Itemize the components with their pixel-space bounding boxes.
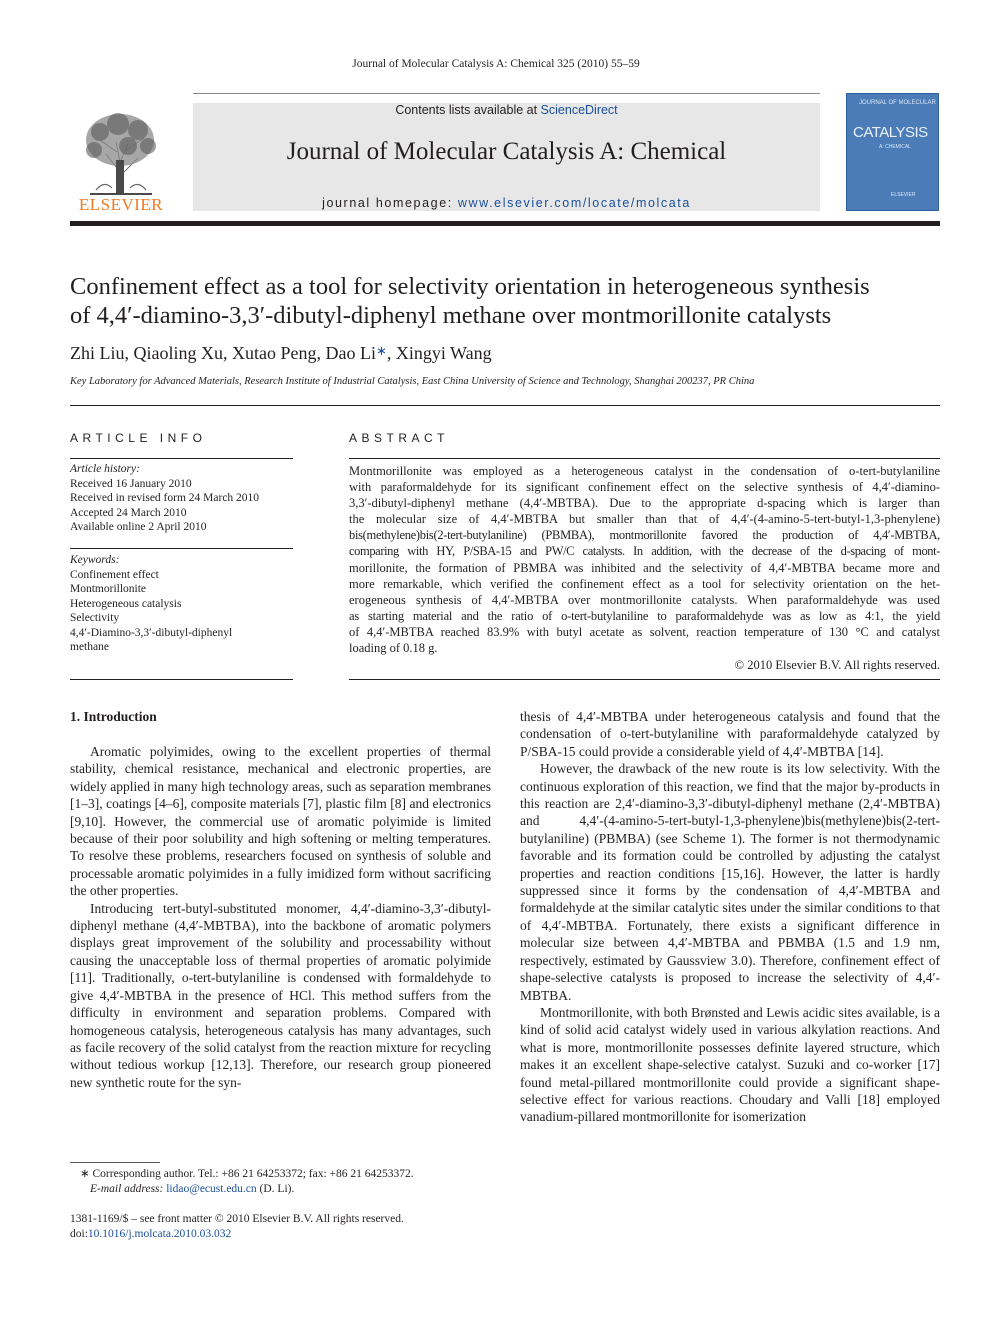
doi-link[interactable]: 10.1016/j.molcata.2010.03.032 <box>87 1227 232 1240</box>
authors-before: Zhi Liu, Qiaoling Xu, Xutao Peng, Dao Li <box>70 343 376 363</box>
affiliation: Key Laboratory for Advanced Materials, Research Institute of Industrial Catalysis, East China University of Science and Technology, Shanghai 200237, PR China <box>70 376 755 387</box>
history-item: Available online 2 April 2010 <box>70 521 207 533</box>
abstract-line: Montmorillonite was employed as a heterogeneous catalyst in the condensation of o-tert-butylaniline <box>349 464 940 478</box>
section-heading-introduction: 1. Introduction <box>70 709 157 724</box>
email-label: E-mail address: <box>90 1182 167 1195</box>
abstract-line: bis(methylene)bis(2-tert-butylaniline) (PBMBA), montmorillonite favored the production of 4,4′-MBTBA, <box>349 528 940 543</box>
keywords-label: Keywords: <box>70 554 120 566</box>
cover-title: CATALYSIS <box>853 124 928 141</box>
contents-prefix: Contents lists available at <box>395 103 541 117</box>
author-list <box>70 343 940 364</box>
paragraph: However, the drawback of the new route is its low selectivity. With the continuous exploration of this reaction, we find that the major by-products in this reaction are 2,4′-diamino-3,3′-dibutyl-diphenyl methane (2,4′-MBTBA) and 4,4′-(4-amino-5-tert-butyl-1,3-phenylene)bis(methylene)bis(2-tert-butylaniline) (PBMBA) (see Scheme 1). The former is not thermodynamic favorable and its formation could be controlled by adjusting the catalyst properties and reaction conditions [15,16]. However, the latter is hardly suppressed since it forms by the condensation of 4,4′-MBTBA and formaldehyde at the similar catalytic sites under the similar conditions to that of 4,4′-MBTBA. Fortunately, there exists a significant difference in molecular size between 4,4′-MBTBA and PBMBA (1.5 and 1.9 nm, respectively, estimated by Gaussview 3.0). Therefore, confinement effect of shape-selective catalysts is proposed to increase the selectivity of 4,4′-MBTBA. <box>520 761 940 1003</box>
paragraph: Introducing tert-butyl-substituted monomer, 4,4′-diamino-3,3′-dibutyl-diphenyl methane (4,4′-MBTBA), into the backbone of aromatic polymers displays great improvement of the solubility and processability without causing the unacceptable loss of thermal properties of aromatic polyimide [11]. Traditionally, o-tert-butylaniline is condensed with formaldehyde to give 4,4′-MBTBA in the presence of HCl. This method suffers from the difficulty in environment and separation problems. Compared with homogeneous catalysis, heterogeneous catalysis has many advantages, such as facile recovery of the solid catalyst from the reaction mixture for recycling without tedious workup [12,13]. Therefore, our research group pioneered new synthetic route for the syn- <box>70 900 491 1090</box>
history-item: Received 16 January 2010 <box>70 477 192 490</box>
abstract-line: more remarkable, which verified the confinement effect as a tool for selectivity orientation on the het- <box>349 576 940 591</box>
keyword-item: 4,4′-Diamino-3,3′-dibutyl-diphenyl <box>70 626 233 639</box>
keywords <box>70 553 295 655</box>
authors-after: , Xingyi Wang <box>386 343 492 363</box>
keywords-rule <box>70 548 293 549</box>
email-link[interactable]: lidao@ecust.edu.cn <box>166 1182 257 1195</box>
keyword-item: Confinement effect <box>70 568 159 581</box>
doi-label: doi: <box>70 1227 88 1240</box>
article-history <box>70 462 295 535</box>
article-info-bottom-rule <box>70 679 293 680</box>
copyright: © 2010 Elsevier B.V. All rights reserved. <box>734 658 940 673</box>
abstract-line: morillonite, the formation of PBMBA was inhibited and the selectivity of 4,4′-MBTBA became more and <box>349 560 940 575</box>
keyword-item: Montmorillonite <box>70 583 147 595</box>
abstract-line: the molecular size of 4,4′-MBTBA but smaller than that of 4,4′-(4-amino-5-tert-butyl-1,3-phenylene) <box>349 512 940 527</box>
article-info-rule <box>70 458 293 459</box>
abstract-line: of 4,4′-MBTBA reached 83.9% with butyl acetate as solvent, reaction temperature of 130 °C and catalyst <box>349 624 940 639</box>
keyword-item: Selectivity <box>70 612 120 624</box>
article-info-heading: ARTICLE INFO <box>70 431 207 445</box>
paragraph: Aromatic polyimides, owing to the excellent properties of thermal stability, chemical resistance, mechanical and electronic properties, are widely applied in many high technology areas, such as separation membranes [1–3], coatings [4–6], composite materials [7], plastic film [8] and electronics [9,10]. However, the commercial use of aromatic polyimide is limited because of their poor solubility and high softening or melting temperatures. To resolve these problems, researchers focused on synthesis of soluble and processable aromatic polyimides in a fully imidized form without sacrificing the other properties. <box>70 744 491 899</box>
cover-footer: ELSEVIER <box>891 192 916 198</box>
title-line-2: of 4,4′-diamino-3,3′-dibutyl-diphenyl methane over montmorillonite catalysts <box>70 302 832 329</box>
keyword-item: Heterogeneous catalysis <box>70 597 182 610</box>
abstract-heading: ABSTRACT <box>349 431 450 445</box>
publisher-wordmark: ELSEVIER <box>78 195 164 214</box>
abstract-line: comparing with HY, P/SBA-15 and PW/C catalysts. In addition, with the decrease of the d-spacing of mont- <box>349 544 940 559</box>
cover-subtitle: A: CHEMICAL <box>879 144 911 150</box>
front-matter-text: 1381-1169/$ – see front matter © 2010 Elsevier B.V. All rights reserved. <box>70 1213 404 1225</box>
title-line-1: Confinement effect as a tool for selectivity orientation in heterogeneous synthesis <box>70 273 870 300</box>
paragraph: Montmorillonite, with both Brønsted and Lewis acidic sites available, is a kind of solid acid catalyst widely used in various alkylation reactions. And what is more, montmorillonite possesses definite layered structure, which makes it an excellent shape-selective catalyst. Suzuki and co-worker [17] found metal-pillared montmorillonite could provide a significant shape-selective effect for various reactions. Choudary and Valli [18] employed vanadium-pillared montmorillonite for isomerization <box>520 1004 940 1125</box>
abstract-bottom-rule <box>349 679 940 680</box>
corresponding-author-footnote <box>80 1167 500 1196</box>
corresponding-author-info: ∗ Corresponding author. Tel.: +86 21 64253372; fax: +86 21 64253372. <box>80 1168 414 1180</box>
banner-top-rule <box>193 93 820 94</box>
history-item: Accepted 24 March 2010 <box>70 506 187 519</box>
abstract-line: 3,3′-dibutyl-diphenyl methane (4,4′-MBTBA). Due to the appropriate d-spacing which is larger than <box>349 496 940 511</box>
abstract-line: with paraformaldehyde for its significant confinement effect on the selective synthesis of 4,4′-diamino- <box>349 480 940 495</box>
keyword-item: methane <box>70 641 109 653</box>
journal-cover-image <box>846 93 939 211</box>
contents-line <box>193 103 820 117</box>
left-column <box>70 743 491 1091</box>
doi-line <box>70 1227 500 1242</box>
front-matter <box>70 1212 500 1241</box>
history-item: Received in revised form 24 March 2010 <box>70 492 260 504</box>
abstract-line: loading of 0.18 g. <box>349 641 438 656</box>
journal-homepage <box>193 196 820 210</box>
abstract-body <box>349 463 940 673</box>
footnote-rule <box>70 1162 160 1163</box>
journal-name: Journal of Molecular Catalysis A: Chemical <box>286 138 727 165</box>
abstract-rule <box>349 458 940 459</box>
abstract-line: as starting material and the ratio of o-tert-butylaniline to paraformaldehyde was as low as 4:1, the yield <box>349 608 940 623</box>
email-suffix: (D. Li). <box>256 1182 295 1195</box>
right-column <box>520 708 940 1126</box>
affiliation-rule <box>70 405 940 406</box>
history-label: Article history: <box>70 463 140 475</box>
corresponding-author-mark[interactable]: ∗ <box>375 343 387 358</box>
abstract-line: erogeneous synthesis of 4,4′-MBTBA over montmorillonite catalysts. When paraformaldehyde was used <box>349 592 940 607</box>
sciencedirect-link[interactable]: ScienceDirect <box>540 103 618 117</box>
email-line <box>80 1182 500 1197</box>
paragraph: thesis of 4,4′-MBTBA under heterogeneous catalysis and found that the condensation of o-tert-butylaniline with paraformaldehyde catalyzed by P/SBA-15 could provide a considerable yield of 4,4′-MBTBA [14]. <box>520 709 940 759</box>
article-title <box>70 272 942 330</box>
header-rule <box>70 221 940 226</box>
cover-small-text: JOURNAL OF MOLECULAR <box>859 100 936 106</box>
running-head: Journal of Molecular Catalysis A: Chemical 325 (2010) 55–59 <box>352 58 640 70</box>
homepage-prefix: journal homepage: <box>322 196 458 210</box>
homepage-link[interactable]: www.elsevier.com/locate/molcata <box>457 196 691 210</box>
